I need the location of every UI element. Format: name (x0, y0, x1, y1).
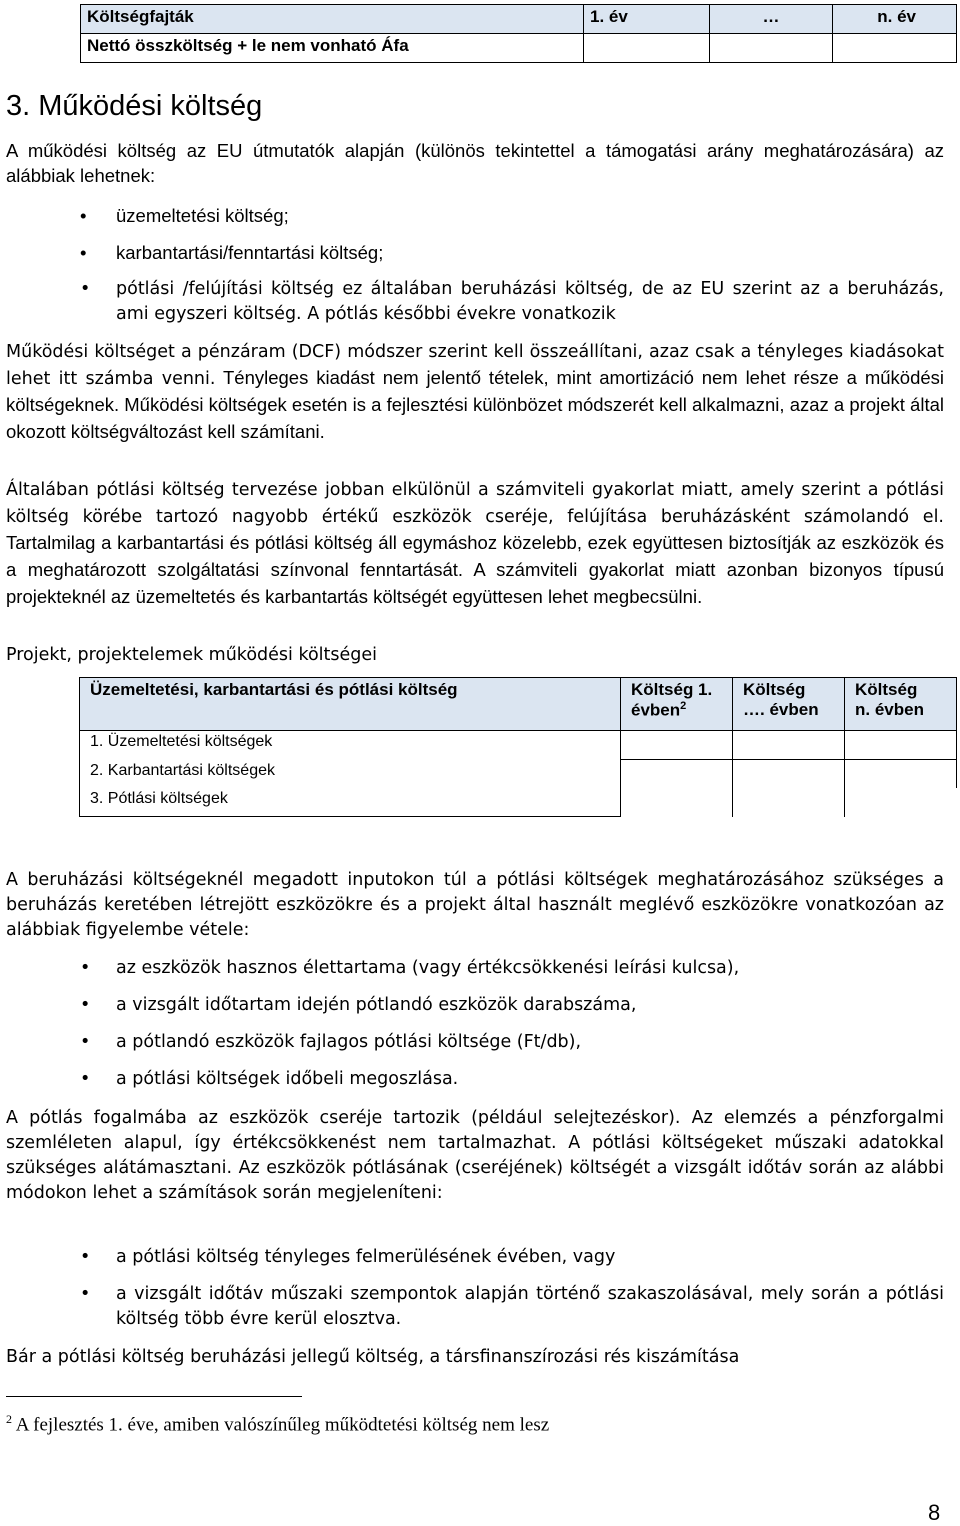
page-number: 8 (928, 1500, 941, 1525)
header-cell-label: Üzemeltetési, karbantartási és pótlási költség (80, 678, 621, 731)
bullet-icon: • (80, 205, 87, 226)
list-item: • a pótlási költségek időbeli megoszlása. (0, 1067, 944, 1092)
cost-type-table-row (81, 34, 957, 63)
operating-cost-list-cont (0, 277, 944, 327)
header-cell-cost-year-x: Költség …. évben (733, 678, 845, 731)
header-cell-cost-types: Költségfajták (81, 5, 584, 34)
empty-cell (584, 34, 710, 63)
operating-cost-table (79, 677, 957, 817)
bullet-icon: • (80, 242, 87, 263)
empty-cell (733, 731, 845, 760)
list-item: • a pótlandó eszközök fajlagos pótlási költsége (Ft/db), (0, 1030, 944, 1055)
table-caption: Projekt, projektelemek működési költségei (6, 645, 378, 665)
operating-cost-list (0, 203, 944, 265)
dcf-paragraph: Működési költséget a pénzáram (DCF) módszer szerint kell összeállítani, azaz csak a tényleges kiadásokat lehet itt számba venni. Tényleges kiadást nem jelentő tételek, mint amortizáció nem lehet része a működési költségeknek. Működési költségek esetén is a fejlesztési különbözet módszerét kell alkalmazni, azaz a projekt által okozott költségváltozást kell számítani. (6, 342, 945, 442)
empty-cell (621, 760, 733, 789)
footnote-number: 2 (6, 1412, 12, 1426)
list-item: • pótlási /felújítási költség ez általában beruházási költség, de az EU szerint az a beruházás, ami egyszeri költség. A pótlás későbbi évekre vonatkozik (80, 279, 944, 324)
header-cell-year-1: 1. év (584, 5, 710, 34)
footnote-divider (6, 1396, 302, 1397)
inputs-list (0, 956, 944, 1092)
replacement-paragraph: Általában pótlási költség tervezése jobban elkülönül a számviteli gyakorlat miatt, amely szerint a pótlási költség körébe tartozó nagyobb értékű eszközök cseréje, felújítása beruházásként számolandó el. Tartalmilag a karbantartási és pótlási költség áll egymáshoz közelebb, ezek együttesen biztosítják az eszközök és a meghatározott szolgáltatási színvonal fenntartását. A számviteli gyakorlat miatt azonban bizonyos típusú projekteknél az üzemeltetés és karbantartás költségét együttesen lehet megbecsülni. (6, 480, 944, 607)
table-row (80, 788, 957, 817)
bullet-icon: • (80, 1247, 91, 1267)
section-heading: 3. Működési költség (6, 90, 263, 122)
header-cell-cost-year-1: Költség 1. évben$^2$ (621, 678, 733, 731)
bullet-icon: • (80, 1032, 91, 1052)
list-item: • az eszközök hasznos élettartama (vagy értékcsökkenési leírási kulcsa), (0, 956, 944, 981)
empty-cell (733, 760, 845, 789)
cost-type-table (80, 4, 957, 63)
replacement-concept-paragraph: A pótlás fogalmába az eszközök cseréje tartozik (például selejtezéskor). Az elemzés a pénzforgalmi szemléleten alapul, így értékcsökkenést nem tartalmazhat. A pótlási költségeket műszaki adatokkal szükséges alátámasztani. Az eszközök pótlásának (cseréjének) költségét a vizsgált időtáv során az alábbi módokon lehet a számítások során megjeleníteni: (6, 1108, 944, 1203)
bullet-icon: • (80, 1069, 91, 1089)
list-item: • a vizsgált időtáv műszaki szempontok alapján történő szakaszolásával, mely során a pótlási költség több évre kerül elosztva. (80, 1284, 944, 1329)
list-item: • a pótlási költség tényleges felmerülésének évében, vagy (0, 1245, 944, 1270)
list-item: • karbantartási/fenntartási költség; (80, 242, 384, 263)
footnote-text: A fejlesztés 1. éve, amiben valószínűleg működtetési költség nem lesz (12, 1414, 550, 1436)
empty-cell (621, 788, 733, 817)
list-item: • a vizsgált időtartam idején pótlandó eszközök darabszáma, (0, 993, 944, 1018)
table-row (80, 731, 957, 760)
bullet-icon: • (80, 279, 91, 299)
empty-cell (845, 731, 957, 760)
replacement-methods-list (0, 1245, 944, 1332)
header-cell-year-n: n. év (833, 5, 957, 34)
list-item: • üzemeltetési költség; (80, 205, 289, 226)
empty-cell (733, 788, 845, 817)
closing-paragraph: Bár a pótlási költség beruházási jellegű költség, a társfinanszírozási rés kiszámítása (6, 1347, 740, 1367)
bullet-icon: • (80, 1284, 91, 1304)
empty-cell (845, 788, 957, 817)
row-label: 3. Pótlási költségek (80, 788, 621, 817)
bullet-icon: • (80, 995, 91, 1015)
footnote (6, 1406, 549, 1438)
header-cell-ellipsis: … (710, 5, 833, 34)
intro-paragraph: A működési költség az EU útmutatók alapján (különös tekintettel a támogatási arány meghatározására) az alábbiak lehetnek: (6, 140, 944, 186)
bullet-icon: • (80, 958, 91, 978)
empty-cell (621, 731, 733, 760)
empty-cell (845, 760, 957, 789)
cost-type-table-header (81, 5, 957, 34)
row-label-net-total: Nettó összköltség + le nem vonható Áfa (81, 34, 584, 63)
header-cell-cost-year-n: Költség n. évben (845, 678, 957, 731)
empty-cell (710, 34, 833, 63)
empty-cell (833, 34, 957, 63)
row-label: 1. Üzemeltetési költségek (80, 731, 621, 760)
table-row (80, 760, 957, 789)
operating-cost-table-header (80, 678, 957, 731)
row-label: 2. Karbantartási költségek (80, 760, 621, 789)
inputs-paragraph: A beruházási költségeknél megadott inputokon túl a pótlási költségek meghatározásához szükséges a beruházás keretében létrejött eszközökre és a projekt által használt meglévő eszközökre vonatkozóan az alábbiak figyelembe vétele: (6, 870, 944, 940)
